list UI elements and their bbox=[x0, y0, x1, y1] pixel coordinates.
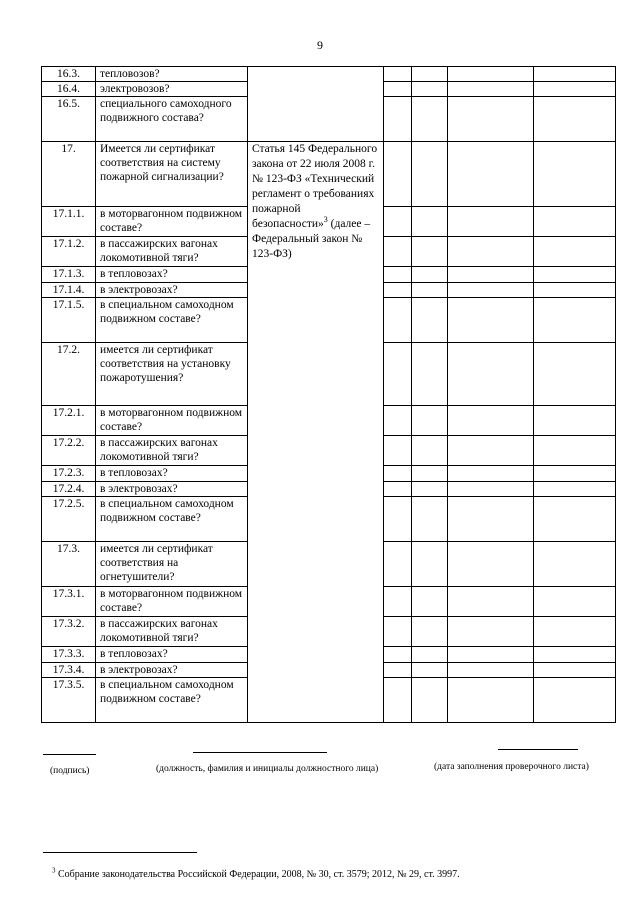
note-cell[interactable] bbox=[534, 406, 616, 436]
item-question: имеется ли сертификат соответствия на установку пожаротушения? bbox=[96, 343, 248, 406]
footnote-separator bbox=[43, 852, 197, 853]
table-row bbox=[42, 142, 616, 207]
note-cell[interactable] bbox=[534, 617, 616, 647]
page-number: 9 bbox=[317, 38, 323, 52]
item-number: 17.3.4. bbox=[42, 663, 96, 678]
answer-no-cell[interactable] bbox=[412, 237, 448, 267]
answer-na-cell[interactable] bbox=[448, 267, 534, 283]
answer-no-cell[interactable] bbox=[412, 663, 448, 678]
answer-yes-cell[interactable] bbox=[384, 97, 412, 142]
answer-no-cell[interactable] bbox=[412, 647, 448, 663]
answer-yes-cell[interactable] bbox=[384, 237, 412, 267]
note-cell[interactable] bbox=[534, 142, 616, 207]
signature-line bbox=[43, 754, 96, 755]
answer-yes-cell[interactable] bbox=[384, 82, 412, 97]
answer-yes-cell[interactable] bbox=[384, 542, 412, 587]
answer-yes-cell[interactable] bbox=[384, 406, 412, 436]
item-question: в тепловозах? bbox=[96, 267, 248, 283]
answer-no-cell[interactable] bbox=[412, 142, 448, 207]
item-question: в специальном самоходном подвижном составе? bbox=[96, 497, 248, 542]
answer-yes-cell[interactable] bbox=[384, 267, 412, 283]
item-number: 17.2.4. bbox=[42, 482, 96, 497]
answer-no-cell[interactable] bbox=[412, 542, 448, 587]
footnote-mark: 3 bbox=[52, 866, 56, 875]
item-question: в специальном самоходном подвижном составе? bbox=[96, 678, 248, 723]
note-cell[interactable] bbox=[534, 587, 616, 617]
note-cell[interactable] bbox=[534, 207, 616, 237]
item-question: тепловозов? bbox=[96, 67, 248, 82]
legal-reference-cell bbox=[248, 142, 384, 723]
answer-yes-cell[interactable] bbox=[384, 142, 412, 207]
note-cell[interactable] bbox=[534, 647, 616, 663]
answer-yes-cell[interactable] bbox=[384, 436, 412, 466]
answer-na-cell[interactable] bbox=[448, 237, 534, 267]
answer-na-cell[interactable] bbox=[448, 298, 534, 343]
note-cell[interactable] bbox=[534, 678, 616, 723]
legal-reference-empty-cell bbox=[248, 67, 384, 142]
note-cell[interactable] bbox=[534, 298, 616, 343]
item-number: 17.3. bbox=[42, 542, 96, 587]
answer-no-cell[interactable] bbox=[412, 587, 448, 617]
official-line bbox=[193, 752, 327, 753]
note-cell[interactable] bbox=[534, 436, 616, 466]
item-number: 17.3.5. bbox=[42, 678, 96, 723]
answer-no-cell[interactable] bbox=[412, 678, 448, 723]
answer-na-cell[interactable] bbox=[448, 542, 534, 587]
item-question: в специальном самоходном подвижном составе? bbox=[96, 298, 248, 343]
item-number: 17.3.3. bbox=[42, 647, 96, 663]
item-number: 17.2. bbox=[42, 343, 96, 406]
date-line bbox=[498, 749, 578, 750]
answer-yes-cell[interactable] bbox=[384, 617, 412, 647]
item-number: 17.1.2. bbox=[42, 237, 96, 267]
answer-no-cell[interactable] bbox=[412, 298, 448, 343]
answer-no-cell[interactable] bbox=[412, 406, 448, 436]
table-row bbox=[42, 67, 616, 82]
item-number: 17.3.2. bbox=[42, 617, 96, 647]
item-number: 16.4. bbox=[42, 82, 96, 97]
answer-no-cell[interactable] bbox=[412, 497, 448, 542]
item-number: 17.2.5. bbox=[42, 497, 96, 542]
note-cell[interactable] bbox=[534, 267, 616, 283]
answer-yes-cell[interactable] bbox=[384, 283, 412, 298]
item-number: 17. bbox=[42, 142, 96, 207]
answer-yes-cell[interactable] bbox=[384, 678, 412, 723]
item-question: имеется ли сертификат соответствия на огнетушители? bbox=[96, 542, 248, 587]
answer-yes-cell[interactable] bbox=[384, 67, 412, 82]
answer-na-cell[interactable] bbox=[448, 663, 534, 678]
answer-na-cell[interactable] bbox=[448, 82, 534, 97]
answer-no-cell[interactable] bbox=[412, 436, 448, 466]
answer-yes-cell[interactable] bbox=[384, 298, 412, 343]
answer-na-cell[interactable] bbox=[448, 97, 534, 142]
answer-no-cell[interactable] bbox=[412, 617, 448, 647]
answer-na-cell[interactable] bbox=[448, 436, 534, 466]
checklist-table bbox=[41, 66, 616, 723]
answer-yes-cell[interactable] bbox=[384, 466, 412, 482]
footnote bbox=[52, 866, 460, 880]
answer-yes-cell[interactable] bbox=[384, 497, 412, 542]
answer-no-cell[interactable] bbox=[412, 97, 448, 142]
item-question: специального самоходного подвижного состава? bbox=[96, 97, 248, 142]
footnote-mark-ref: 3 bbox=[323, 215, 328, 225]
item-number: 17.1.3. bbox=[42, 267, 96, 283]
note-cell[interactable] bbox=[534, 82, 616, 97]
answer-na-cell[interactable] bbox=[448, 678, 534, 723]
item-question: в электровозах? bbox=[96, 482, 248, 497]
answer-na-cell[interactable] bbox=[448, 482, 534, 497]
answer-na-cell[interactable] bbox=[448, 343, 534, 406]
note-cell[interactable] bbox=[534, 237, 616, 267]
answer-na-cell[interactable] bbox=[448, 466, 534, 482]
note-cell[interactable] bbox=[534, 663, 616, 678]
legal-reference-text: Статья 145 Федерального закона от 22 июля 2008 г. № 123-ФЗ «Технический регламент о требованиях пожарной безопасности» bbox=[252, 143, 378, 230]
item-question: в пассажирских вагонах локомотивной тяги? bbox=[96, 617, 248, 647]
item-question: в тепловозах? bbox=[96, 466, 248, 482]
answer-no-cell[interactable] bbox=[412, 466, 448, 482]
note-cell[interactable] bbox=[534, 482, 616, 497]
footnote-text: Собрание законодательства Российской Федерации, 2008, № 30, ст. 3579; 2012, № 29, ст. 3997. bbox=[58, 869, 460, 880]
note-cell[interactable] bbox=[534, 343, 616, 406]
answer-yes-cell[interactable] bbox=[384, 207, 412, 237]
item-question: Имеется ли сертификат соответствия на систему пожарной сигнализации? bbox=[96, 142, 248, 207]
answer-na-cell[interactable] bbox=[448, 647, 534, 663]
answer-yes-cell[interactable] bbox=[384, 482, 412, 497]
answer-no-cell[interactable] bbox=[412, 283, 448, 298]
answer-no-cell[interactable] bbox=[412, 82, 448, 97]
item-number: 17.3.1. bbox=[42, 587, 96, 617]
answer-na-cell[interactable] bbox=[448, 142, 534, 207]
item-number: 17.1.1. bbox=[42, 207, 96, 237]
note-cell[interactable] bbox=[534, 97, 616, 142]
note-cell[interactable] bbox=[534, 67, 616, 82]
answer-no-cell[interactable] bbox=[412, 67, 448, 82]
answer-na-cell[interactable] bbox=[448, 587, 534, 617]
legal-reference-abbrev: (далее – Федеральный закон № 123-ФЗ) bbox=[252, 218, 371, 260]
note-cell[interactable] bbox=[534, 542, 616, 587]
answer-no-cell[interactable] bbox=[412, 343, 448, 406]
note-cell[interactable] bbox=[534, 497, 616, 542]
answer-na-cell[interactable] bbox=[448, 207, 534, 237]
item-question: электровозов? bbox=[96, 82, 248, 97]
answer-na-cell[interactable] bbox=[448, 283, 534, 298]
answer-no-cell[interactable] bbox=[412, 207, 448, 237]
item-question: в пассажирских вагонах локомотивной тяги? bbox=[96, 237, 248, 267]
official-label: (должность, фамилия и инициалы должностного лица) bbox=[156, 764, 379, 774]
answer-na-cell[interactable] bbox=[448, 617, 534, 647]
item-question: в электровозах? bbox=[96, 283, 248, 298]
item-number: 17.2.2. bbox=[42, 436, 96, 466]
answer-yes-cell[interactable] bbox=[384, 663, 412, 678]
answer-na-cell[interactable] bbox=[448, 497, 534, 542]
item-question: в моторвагонном подвижном составе? bbox=[96, 587, 248, 617]
item-question: в электровозах? bbox=[96, 663, 248, 678]
note-cell[interactable] bbox=[534, 283, 616, 298]
item-question: в пассажирских вагонах локомотивной тяги? bbox=[96, 436, 248, 466]
answer-no-cell[interactable] bbox=[412, 267, 448, 283]
note-cell[interactable] bbox=[534, 466, 616, 482]
item-number: 16.5. bbox=[42, 97, 96, 142]
answer-na-cell[interactable] bbox=[448, 67, 534, 82]
answer-yes-cell[interactable] bbox=[384, 587, 412, 617]
answer-yes-cell[interactable] bbox=[384, 647, 412, 663]
answer-no-cell[interactable] bbox=[412, 482, 448, 497]
answer-na-cell[interactable] bbox=[448, 406, 534, 436]
item-number: 17.2.3. bbox=[42, 466, 96, 482]
item-number: 17.1.4. bbox=[42, 283, 96, 298]
item-number: 17.2.1. bbox=[42, 406, 96, 436]
item-question: в моторвагонном подвижном составе? bbox=[96, 207, 248, 237]
answer-yes-cell[interactable] bbox=[384, 343, 412, 406]
item-question: в тепловозах? bbox=[96, 647, 248, 663]
item-number: 17.1.5. bbox=[42, 298, 96, 343]
item-question: в моторвагонном подвижном составе? bbox=[96, 406, 248, 436]
date-label: (дата заполнения проверочного листа) bbox=[434, 762, 589, 772]
item-number: 16.3. bbox=[42, 67, 96, 82]
signature-label: (подпись) bbox=[50, 766, 90, 776]
